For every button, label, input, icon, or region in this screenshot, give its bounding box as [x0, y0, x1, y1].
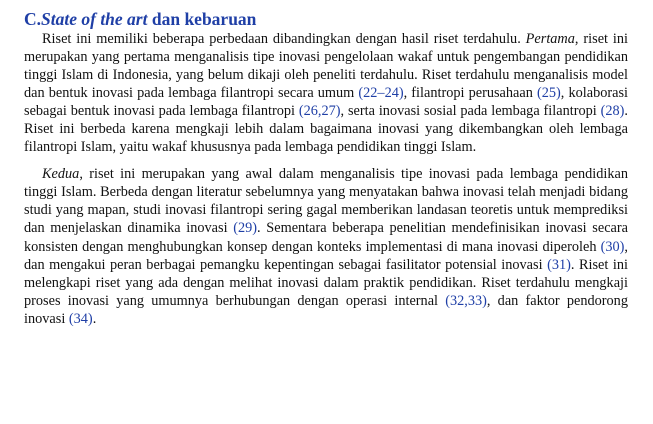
citation-link[interactable]: (26,27)	[298, 103, 341, 120]
citation-link[interactable]: (22–24)	[358, 85, 404, 102]
text-span: . Sementara beberapa penelitian mendefinisikan inovasi secara konsisten dengan menghubungkan konsep dengan konteks implementasi di mana inovasi diperoleh	[24, 220, 628, 255]
text-span: . Riset ini berbeda karena mengkaji lebih dalam bagaimana inovasi yang dikembangkan oleh lembaga filantropi Islam, yaitu wakaf khususnya pada lembaga pendidikan tinggi Islam.	[24, 103, 628, 156]
text-span: , dan mengakui peran berbagai pemangku kepentingan sebagai fasilitator potensial inovasi	[24, 238, 628, 273]
italic-term-pertama: Pertama	[525, 31, 575, 47]
paragraph-1	[24, 30, 628, 156]
citation-link[interactable]: (30)	[600, 238, 625, 255]
citation-link[interactable]: (28)	[600, 103, 625, 120]
text-span: , filantropi perusahaan	[403, 85, 537, 102]
text-span: . Riset ini melengkapi riset yang ada dengan melihat inovasi dalam praktik pendidikan. Riset terdahulu mengkaji proses inovasi yang umumnya berhubungan dengan operasi internal	[24, 256, 628, 309]
text-span: , kolaborasi sebagai bentuk inovasi pada lembaga filantropi	[24, 85, 629, 120]
section-heading	[24, 9, 628, 30]
text-span: , riset ini merupakan yang pertama menganalisis tipe inovasi pengelolaan wakaf untuk pengembangan pendidikan tinggi Islam di Indonesia, yang belum dikaji oleh peneliti terdahulu. Riset terdahulu menganalisis model dan bentuk inovasi pada lembaga filantropi secara umum	[24, 31, 628, 102]
paragraph-2	[24, 165, 628, 327]
citation-link[interactable]: (32,33)	[445, 292, 487, 309]
italic-term-kedua: Kedua	[42, 166, 80, 183]
text-span: Riset ini memiliki beberapa perbedaan dibandingkan dengan hasil riset terdahulu.	[42, 31, 526, 47]
heading-italic: State of the art	[41, 9, 148, 29]
text-span: , serta inovasi sosial pada lembaga filantropi	[340, 103, 601, 120]
heading-suffix: dan kebaruan	[147, 9, 257, 29]
citation-link[interactable]: (29)	[233, 220, 258, 237]
citation-link[interactable]: (31)	[547, 256, 571, 273]
text-span: , dan faktor pendorong inovasi	[24, 292, 628, 327]
text-span: , riset ini merupakan yang awal dalam menganalisis tipe inovasi pada lembaga pendidikan tinggi Islam. Berbeda dengan literatur sebelumnya yang menyatakan bahwa inovasi telah menjadi bidang studi yang mapan, studi inovasi filantropi sering gagal memberikan landasan teoretis untuk memprediksi dan menjelaskan dinamika inovasi	[24, 166, 628, 237]
text-span: .	[92, 310, 97, 327]
heading-prefix: C.	[24, 9, 42, 29]
citation-link[interactable]: (34)	[68, 310, 93, 327]
citation-link[interactable]: (25)	[536, 85, 561, 102]
document-page	[24, 9, 628, 328]
